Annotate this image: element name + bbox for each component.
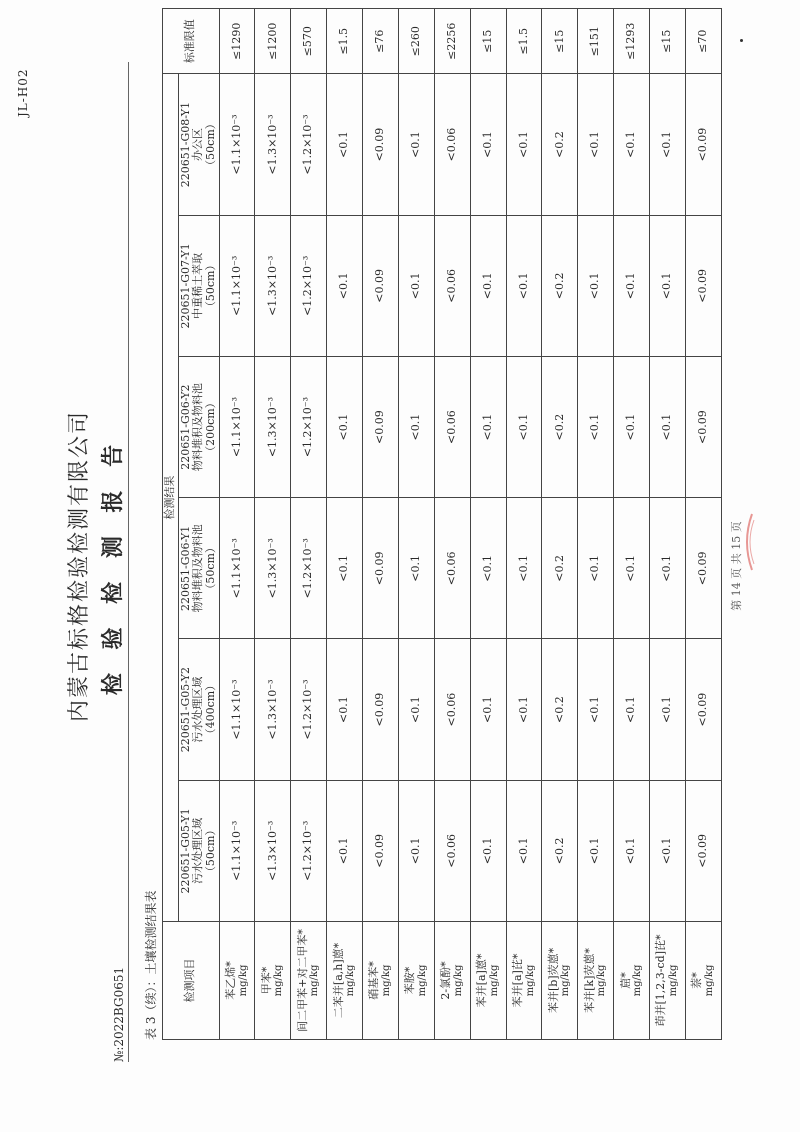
location-depth: （200cm） — [203, 397, 217, 457]
table-row — [255, 9, 291, 1040]
location-code: 220651-G07-Y1 — [178, 243, 192, 329]
result-cell: <0.1 — [506, 215, 542, 356]
item-name: 间二甲苯+对二甲苯* — [295, 929, 309, 1032]
result-cell: <0.1 — [506, 74, 542, 215]
table-row — [363, 9, 399, 1040]
item-name: 苯并[a]芘* — [510, 953, 524, 1008]
table-header-row-2 — [178, 9, 219, 1040]
limit-cell: ≤260 — [398, 9, 434, 74]
location-depth: （50cm） — [203, 259, 217, 313]
header-location — [178, 639, 219, 780]
result-cell: <0.09 — [363, 498, 399, 639]
result-cell: <0.1 — [650, 780, 686, 921]
limit-cell: ≤76 — [363, 9, 399, 74]
result-cell: <0.1 — [614, 74, 650, 215]
result-cell: <1.1×10⁻³ — [219, 780, 255, 921]
stamp-fragment — [740, 512, 756, 572]
result-cell: <0.1 — [398, 639, 434, 780]
result-cell: <0.09 — [685, 498, 721, 639]
limit-cell: ≤1.5 — [506, 9, 542, 74]
item-name: 苯并[k]荧蒽* — [582, 948, 596, 1013]
result-cell: <0.2 — [542, 780, 578, 921]
result-cell: <0.1 — [470, 780, 506, 921]
result-cell: <1.2×10⁻³ — [291, 498, 327, 639]
result-cell: <0.2 — [542, 639, 578, 780]
limit-cell: ≤570 — [291, 9, 327, 74]
result-cell: <0.09 — [685, 215, 721, 356]
table-row — [542, 9, 578, 1040]
result-cell: <0.09 — [685, 639, 721, 780]
result-cell: <0.06 — [434, 780, 470, 921]
limit-cell: ≤15 — [650, 9, 686, 74]
item-unit: mg/kg — [273, 964, 285, 997]
location-code: 220651-G05-Y1 — [178, 808, 192, 894]
item-cell — [470, 921, 506, 1039]
header-location — [178, 215, 219, 356]
result-cell: <0.2 — [542, 498, 578, 639]
result-cell: <0.09 — [363, 74, 399, 215]
item-name: 硝基苯* — [367, 961, 381, 1000]
result-cell: <0.2 — [542, 74, 578, 215]
result-cell: <0.1 — [327, 356, 363, 497]
item-name: 苯并[a]蒽* — [475, 953, 489, 1008]
result-cell: <0.09 — [363, 780, 399, 921]
result-cell: <0.1 — [470, 356, 506, 497]
table-row — [219, 9, 255, 1040]
location-depth: （400cm） — [203, 679, 217, 740]
result-cell: <0.1 — [327, 498, 363, 639]
result-cell: <1.3×10⁻³ — [255, 74, 291, 215]
result-cell: <0.1 — [506, 356, 542, 497]
result-cell: <0.1 — [578, 74, 614, 215]
location-code: 220651-G08-Y1 — [178, 101, 192, 188]
result-cell: <1.2×10⁻³ — [291, 639, 327, 780]
result-cell: <0.1 — [578, 780, 614, 921]
item-name: 䓛* — [618, 972, 632, 989]
location-depth: （50cm） — [203, 824, 217, 878]
table-row — [327, 9, 363, 1040]
item-unit: mg/kg — [668, 964, 680, 997]
item-unit: mg/kg — [309, 964, 321, 997]
result-cell: <0.06 — [434, 639, 470, 780]
result-cell: <0.1 — [470, 498, 506, 639]
result-cell: <1.1×10⁻³ — [219, 498, 255, 639]
header-location — [178, 780, 219, 921]
item-unit: mg/kg — [524, 964, 536, 997]
ink-dot — [740, 39, 743, 42]
result-cell: <1.1×10⁻³ — [219, 639, 255, 780]
location-depth: （50cm） — [203, 118, 217, 171]
report-title: 检 验 检 测 报 告 — [100, 436, 126, 696]
table-row — [650, 9, 686, 1040]
result-cell: <0.06 — [434, 74, 470, 215]
result-cell: <0.1 — [506, 639, 542, 780]
item-cell — [578, 921, 614, 1039]
table-row — [470, 9, 506, 1040]
limit-cell: ≤1290 — [219, 9, 255, 74]
result-cell: <0.09 — [363, 639, 399, 780]
table-row — [398, 9, 434, 1040]
item-unit: mg/kg — [381, 964, 393, 997]
item-cell — [614, 921, 650, 1039]
table-row — [291, 9, 327, 1040]
result-cell: <0.1 — [470, 639, 506, 780]
result-cell: <0.06 — [434, 215, 470, 356]
location-code: 220651-G05-Y2 — [178, 666, 192, 753]
result-cell: <1.2×10⁻³ — [291, 780, 327, 921]
limit-cell: ≤15 — [542, 9, 578, 74]
page-number: 第 14 页 共 15 页 — [730, 521, 743, 611]
header-item: 检测项目 — [163, 921, 220, 1039]
limit-cell: ≤2256 — [434, 9, 470, 74]
location-name: 污水处理区域 — [191, 676, 205, 743]
location-name: 办公区 — [191, 128, 205, 162]
header-limit: 标准限值 — [163, 9, 220, 74]
result-cell: <0.1 — [614, 498, 650, 639]
result-cell: <1.3×10⁻³ — [255, 639, 291, 780]
item-name: 茚并[1,2,3-cd]芘* — [654, 934, 668, 1027]
item-unit: mg/kg — [237, 964, 249, 997]
result-cell: <0.09 — [363, 215, 399, 356]
item-unit: mg/kg — [632, 964, 644, 997]
item-unit: mg/kg — [416, 964, 428, 997]
result-cell: <0.1 — [650, 356, 686, 497]
result-cell: <0.1 — [506, 780, 542, 921]
item-name: 甲苯* — [259, 966, 273, 995]
item-cell — [685, 921, 721, 1039]
result-cell: <1.3×10⁻³ — [255, 215, 291, 356]
item-name: 苯并[b]荧蒽* — [546, 947, 560, 1014]
table-header-row-1 — [163, 9, 179, 1040]
item-cell — [219, 921, 255, 1039]
table-body — [219, 9, 721, 1040]
item-cell — [291, 921, 327, 1039]
result-cell: <0.1 — [398, 215, 434, 356]
item-unit: mg/kg — [345, 964, 357, 997]
header-location — [178, 74, 219, 215]
result-cell: <0.1 — [650, 498, 686, 639]
item-cell — [506, 921, 542, 1039]
result-cell: <0.1 — [398, 780, 434, 921]
result-cell: <0.1 — [650, 215, 686, 356]
result-cell: <0.1 — [578, 639, 614, 780]
document-code: JL-H02 — [16, 68, 30, 117]
limit-cell: ≤15 — [470, 9, 506, 74]
soil-results-table — [162, 8, 722, 1040]
result-cell: <0.09 — [685, 356, 721, 497]
result-cell: <0.1 — [614, 639, 650, 780]
result-cell: <0.1 — [578, 498, 614, 639]
item-cell — [434, 921, 470, 1039]
limit-cell: ≤1293 — [614, 9, 650, 74]
result-cell: <0.1 — [614, 356, 650, 497]
result-cell: <0.1 — [398, 498, 434, 639]
result-cell: <0.1 — [614, 215, 650, 356]
limit-cell: ≤151 — [578, 9, 614, 74]
limit-cell: ≤70 — [685, 9, 721, 74]
item-name: 二苯并[a,h]蒽* — [331, 942, 345, 1019]
limit-cell: ≤1200 — [255, 9, 291, 74]
result-cell: <1.1×10⁻³ — [219, 74, 255, 215]
location-depth: （50cm） — [203, 542, 217, 595]
result-cell: <0.1 — [327, 74, 363, 215]
result-cell: <0.1 — [327, 639, 363, 780]
location-code: 220651-G06-Y2 — [178, 384, 192, 470]
result-cell: <1.1×10⁻³ — [219, 215, 255, 356]
item-unit: mg/kg — [488, 964, 500, 997]
item-cell — [542, 921, 578, 1039]
result-cell: <0.1 — [470, 215, 506, 356]
company-name: 内蒙古标格检验检测有限公司 — [67, 410, 92, 723]
result-cell: <0.1 — [398, 356, 434, 497]
location-name: 中重稀土萃取 — [191, 252, 205, 319]
result-cell: <0.1 — [578, 356, 614, 497]
result-cell: <0.09 — [363, 356, 399, 497]
result-cell: <1.2×10⁻³ — [291, 215, 327, 356]
result-cell: <0.1 — [578, 215, 614, 356]
result-cell: <0.2 — [542, 356, 578, 497]
result-cell: <1.2×10⁻³ — [291, 74, 327, 215]
result-cell: <1.2×10⁻³ — [291, 356, 327, 497]
result-cell: <0.06 — [434, 356, 470, 497]
table-row — [434, 9, 470, 1040]
item-cell — [650, 921, 686, 1039]
result-cell: <0.06 — [434, 498, 470, 639]
result-cell: <1.1×10⁻³ — [219, 356, 255, 497]
result-cell: <0.1 — [470, 74, 506, 215]
location-name: 物料堆积及物料池 — [191, 383, 205, 472]
item-cell — [398, 921, 434, 1039]
header-location — [178, 356, 219, 497]
result-cell: <1.3×10⁻³ — [255, 356, 291, 497]
item-name: 苯乙烯* — [223, 961, 237, 1000]
item-unit: mg/kg — [704, 964, 716, 997]
location-name: 污水处理区域 — [191, 817, 205, 884]
result-cell: <0.1 — [327, 215, 363, 356]
result-cell: <1.3×10⁻³ — [255, 498, 291, 639]
result-cell: <0.1 — [327, 780, 363, 921]
location-code: 220651-G06-Y1 — [178, 525, 192, 611]
header-location — [178, 498, 219, 639]
result-cell: <0.1 — [398, 74, 434, 215]
result-cell: <0.1 — [650, 74, 686, 215]
result-cell: <0.1 — [614, 780, 650, 921]
result-cell: <0.1 — [650, 639, 686, 780]
result-cell: <0.09 — [685, 780, 721, 921]
table-row — [685, 9, 721, 1040]
item-unit: mg/kg — [452, 964, 464, 997]
location-name: 物料堆积及物料池 — [191, 524, 205, 613]
limit-cell: ≤1.5 — [327, 9, 363, 74]
item-name: 苯胺* — [403, 966, 417, 995]
report-number: №:2022BG0651 — [112, 966, 126, 1062]
item-unit: mg/kg — [560, 964, 572, 997]
result-cell: <0.1 — [506, 498, 542, 639]
table-row — [578, 9, 614, 1040]
item-name: 2-氯酚* — [439, 961, 453, 1000]
item-unit: mg/kg — [596, 964, 608, 997]
table-row — [614, 9, 650, 1040]
item-cell — [255, 921, 291, 1039]
item-cell — [363, 921, 399, 1039]
table-row — [506, 9, 542, 1040]
header-results: 检测结果 — [163, 74, 179, 922]
result-cell: <0.09 — [685, 74, 721, 215]
header-divider — [128, 62, 129, 1062]
item-cell — [327, 921, 363, 1039]
result-cell: <0.2 — [542, 215, 578, 356]
table-caption: 表 3（续）：土壤检测结果表 — [144, 890, 158, 1040]
item-name: 萘* — [690, 972, 704, 989]
result-cell: <1.3×10⁻³ — [255, 780, 291, 921]
